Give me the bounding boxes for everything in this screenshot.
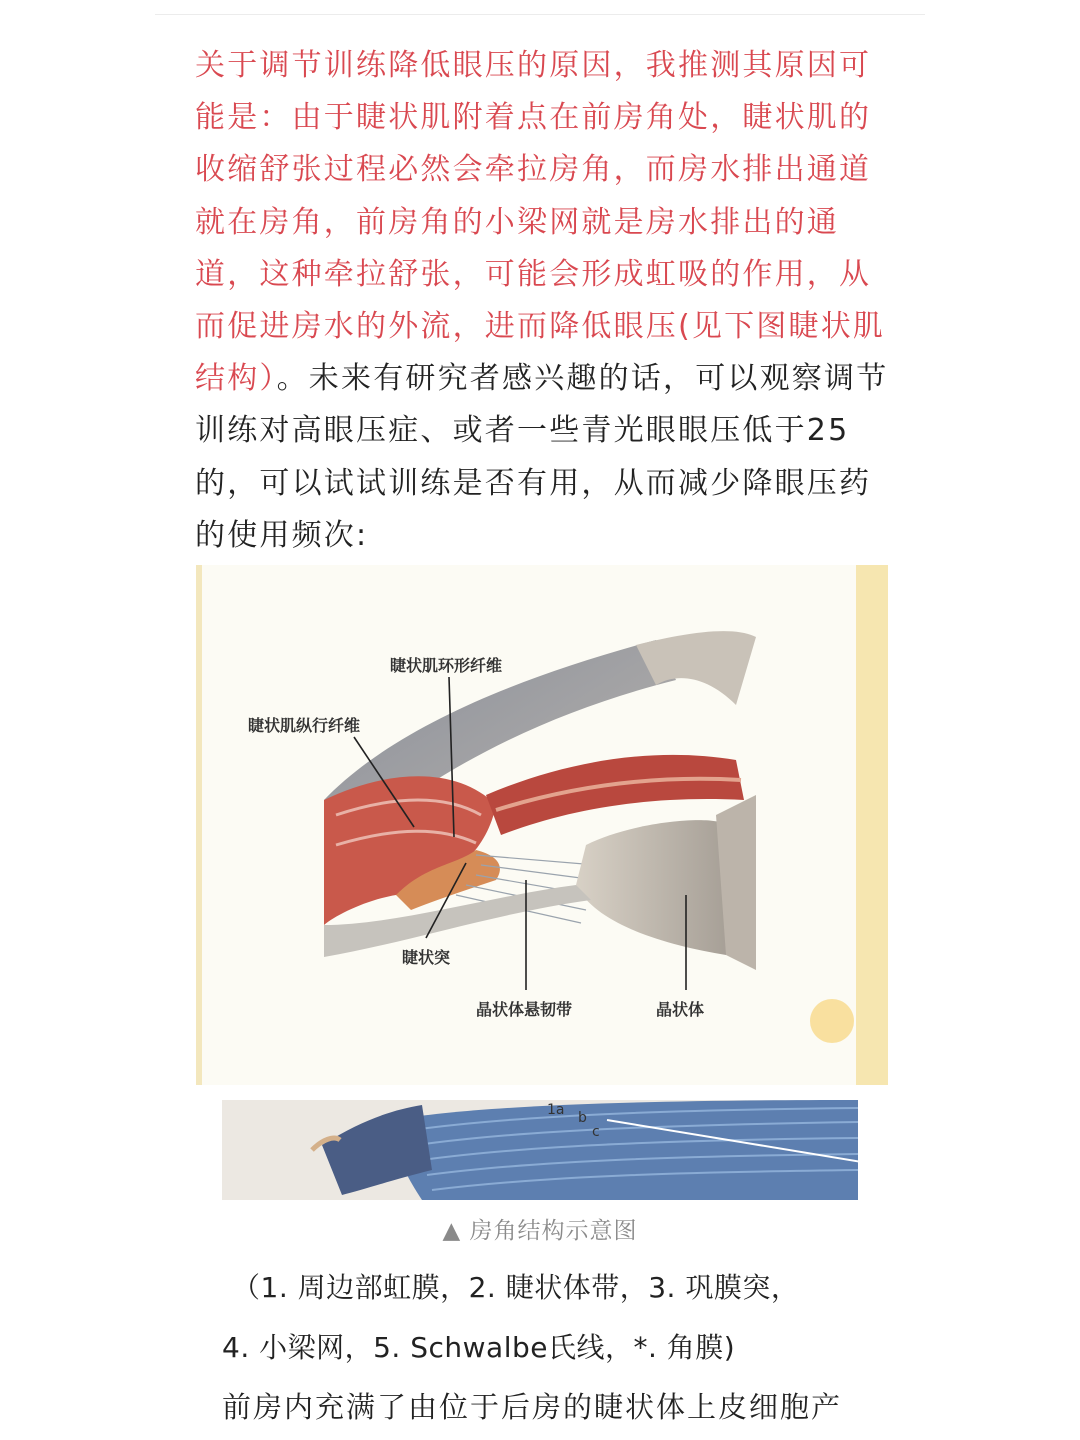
normal-text: 。未来有研究者感兴趣的话，可以观察调节训练对高眼压症、或者一些青光眼眼压低于25的，可以试试训练是否有用，从而减少降眼压药的使用频次: [195, 361, 889, 553]
article-paragraph [195, 40, 895, 562]
top-divider [155, 14, 925, 15]
mark-c: c [592, 1124, 600, 1140]
legend-line-1: （1. 周边部虹膜，2. 睫状体带，3. 巩膜突， [232, 1271, 800, 1304]
angle-structure-figure [222, 1100, 858, 1200]
label-zonule: 晶状体悬韧带 [476, 1000, 573, 1019]
continued-paragraph: 前房内充满了由位于后房的睫状体上皮细胞产 [222, 1390, 843, 1424]
legend-line-2: 4. 小梁网，5. Schwalbe氏线，*. 角膜) [222, 1331, 736, 1364]
label-longitudinal-fibers: 睫状肌纵行纤维 [248, 716, 361, 735]
angle-structure-illustration [222, 1100, 858, 1200]
label-ciliary-process: 睫状突 [402, 948, 451, 967]
ciliary-muscle-figure [196, 565, 888, 1085]
highlighted-text: 关于调节训练降低眼压的原因，我推测其原因可能是：由于睫状肌附着点在前房角处，睫状肌的收缩舒张过程必然会牵拉房角，而房水排出通道就在房角，前房角的小梁网就是房水排出的通道，这种牵拉舒张，可能会形成虹吸的作用，从而促进房水的外流，进而降低眼压(见下图睫状肌结构） [195, 48, 886, 397]
mark-b: b [578, 1110, 587, 1126]
mark-1a: 1a [547, 1102, 565, 1118]
figure-caption: ▲ 房角结构示意图 [442, 1218, 638, 1244]
label-circular-fibers: 睫状肌环形纤维 [390, 656, 503, 675]
label-lens: 晶状体 [656, 1000, 705, 1019]
